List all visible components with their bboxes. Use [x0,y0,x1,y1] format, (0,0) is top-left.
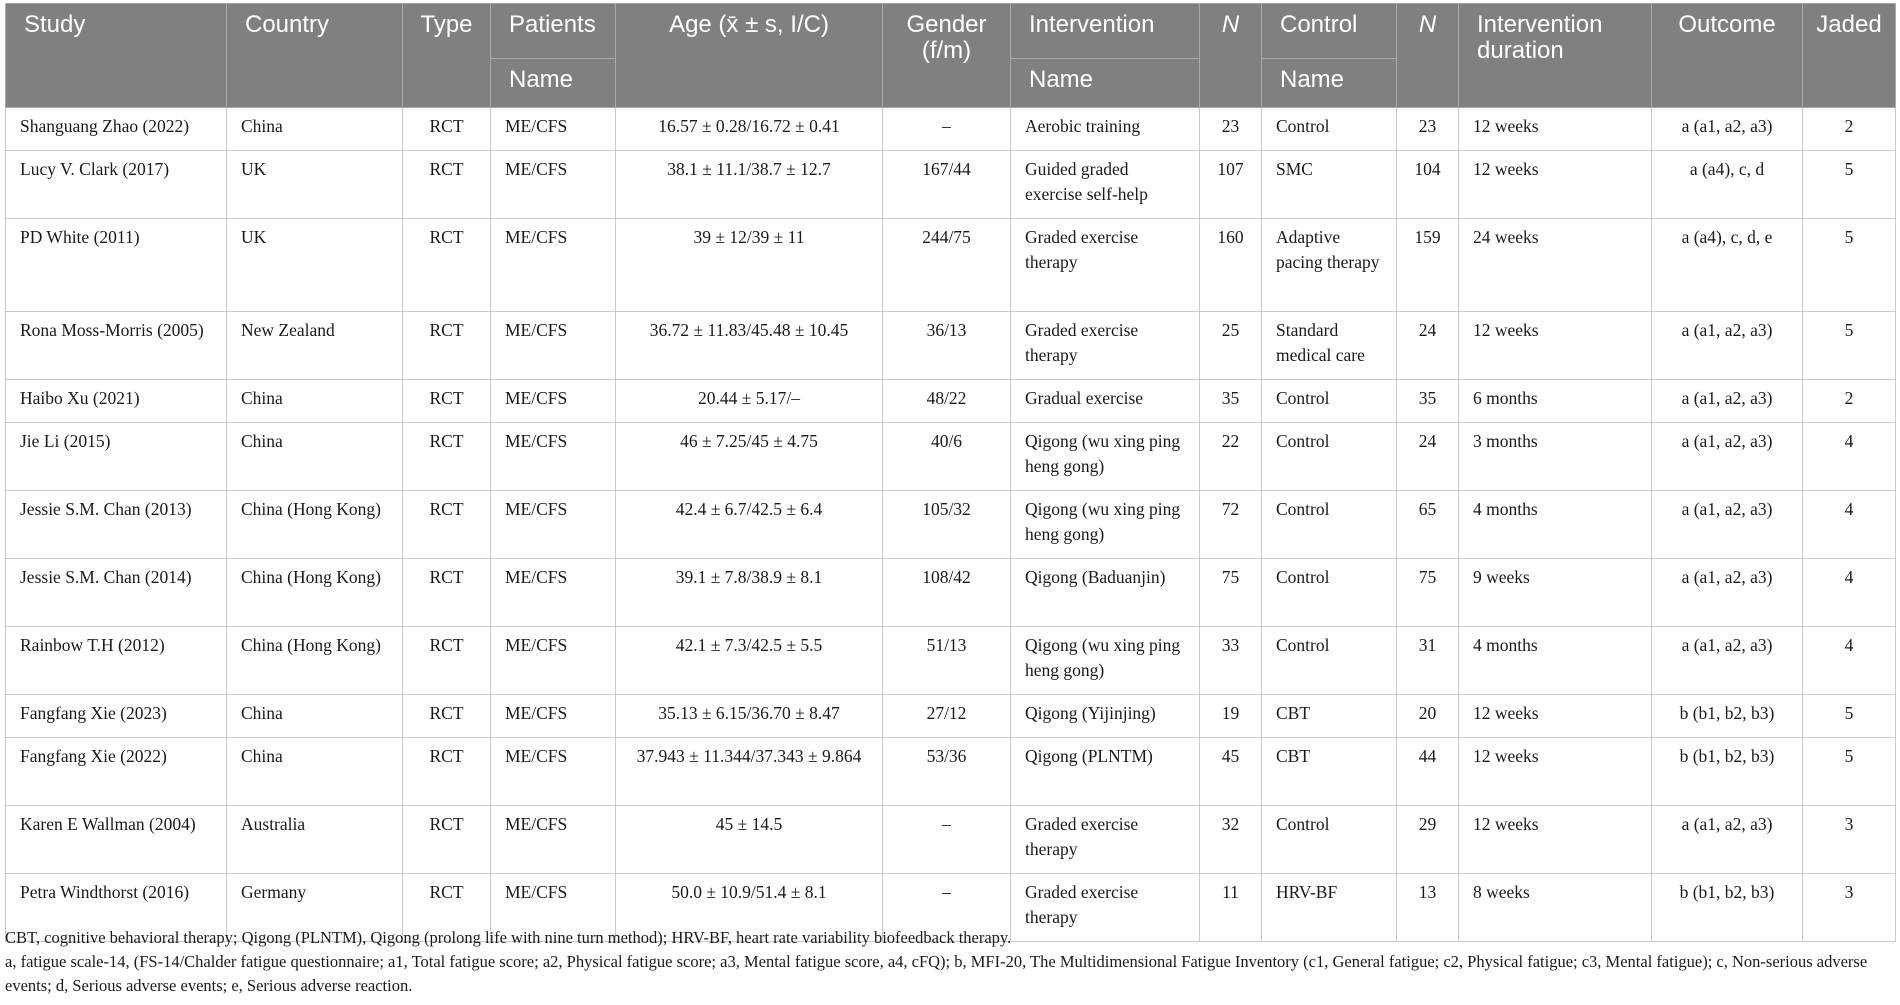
table-row [6,738,1896,806]
cell-jaded: 3 [1803,874,1896,942]
cell-study: Haibo Xu (2021) [6,380,227,423]
cell-jaded: 3 [1803,806,1896,874]
cell-n-intervention: 35 [1200,380,1262,423]
cell-gender: – [883,806,1011,874]
table-row [6,491,1896,559]
cell-jaded: 5 [1803,695,1896,738]
cell-n-intervention: 25 [1200,312,1262,380]
cell-country: Australia [227,806,403,874]
header-patients-name: Name [491,59,616,108]
cell-patients: ME/CFS [491,491,616,559]
cell-patients: ME/CFS [491,219,616,312]
cell-intervention: Qigong (wu xing ping heng gong) [1011,491,1200,559]
cell-n-control: 35 [1397,380,1459,423]
cell-country: Germany [227,874,403,942]
cell-intervention: Qigong (Baduanjin) [1011,559,1200,627]
cell-study: PD White (2011) [6,219,227,312]
cell-gender: 27/12 [883,695,1011,738]
table-row [6,108,1896,151]
cell-duration: 12 weeks [1459,151,1652,219]
header-study: Study [6,4,227,108]
cell-outcome: a (a1, a2, a3) [1652,806,1803,874]
cell-n-control: 44 [1397,738,1459,806]
cell-patients: ME/CFS [491,380,616,423]
header-age: Age (x̄ ± s, I/C) [616,4,883,108]
cell-outcome: a (a1, a2, a3) [1652,627,1803,695]
cell-age: 42.4 ± 6.7/42.5 ± 6.4 [616,491,883,559]
header-outcome: Outcome [1652,4,1803,108]
table-row [6,219,1896,312]
cell-type: RCT [403,627,491,695]
cell-type: RCT [403,559,491,627]
cell-intervention: Guided graded exercise self-help [1011,151,1200,219]
cell-n-control: 24 [1397,312,1459,380]
cell-duration: 4 months [1459,491,1652,559]
cell-n-control: 65 [1397,491,1459,559]
cell-type: RCT [403,380,491,423]
cell-control: Standard medical care [1262,312,1397,380]
cell-duration: 8 weeks [1459,874,1652,942]
cell-patients: ME/CFS [491,806,616,874]
cell-jaded: 4 [1803,559,1896,627]
cell-study: Lucy V. Clark (2017) [6,151,227,219]
cell-duration: 12 weeks [1459,806,1652,874]
cell-gender: 105/32 [883,491,1011,559]
cell-country: China [227,380,403,423]
cell-age: 36.72 ± 11.83/45.48 ± 10.45 [616,312,883,380]
cell-study: Fangfang Xie (2022) [6,738,227,806]
footnote-abbreviations: CBT, cognitive behavioral therapy; Qigong (PLNTM), Qigong (prolong life with nine turn method); HRV-BF, heart rate variability biofeedback therapy. [5,928,1012,947]
cell-age: 20.44 ± 5.17/– [616,380,883,423]
cell-outcome: a (a1, a2, a3) [1652,108,1803,151]
cell-intervention: Graded exercise therapy [1011,806,1200,874]
cell-control: CBT [1262,738,1397,806]
cell-control: Control [1262,627,1397,695]
cell-age: 38.1 ± 11.1/38.7 ± 12.7 [616,151,883,219]
cell-study: Fangfang Xie (2023) [6,695,227,738]
cell-gender: 40/6 [883,423,1011,491]
cell-duration: 12 weeks [1459,108,1652,151]
cell-country: China [227,738,403,806]
cell-type: RCT [403,874,491,942]
cell-jaded: 2 [1803,108,1896,151]
cell-age: 35.13 ± 6.15/36.70 ± 8.47 [616,695,883,738]
cell-patients: ME/CFS [491,108,616,151]
cell-intervention: Graded exercise therapy [1011,219,1200,312]
cell-outcome: a (a4), c, d, e [1652,219,1803,312]
cell-n-control: 20 [1397,695,1459,738]
cell-n-intervention: 45 [1200,738,1262,806]
cell-control: Control [1262,806,1397,874]
cell-type: RCT [403,738,491,806]
cell-age: 50.0 ± 10.9/51.4 ± 8.1 [616,874,883,942]
header-n-intervention: N [1200,4,1262,108]
cell-n-control: 24 [1397,423,1459,491]
cell-outcome: a (a1, a2, a3) [1652,380,1803,423]
cell-age: 39 ± 12/39 ± 11 [616,219,883,312]
cell-age: 46 ± 7.25/45 ± 4.75 [616,423,883,491]
table-row [6,423,1896,491]
footnotes [5,926,1885,998]
header-type: Type [403,4,491,108]
cell-n-intervention: 22 [1200,423,1262,491]
header-intervention-name: Name [1011,59,1200,108]
cell-control: Control [1262,108,1397,151]
cell-country: China (Hong Kong) [227,491,403,559]
cell-n-intervention: 107 [1200,151,1262,219]
cell-n-control: 104 [1397,151,1459,219]
cell-duration: 4 months [1459,627,1652,695]
cell-jaded: 5 [1803,738,1896,806]
cell-duration: 12 weeks [1459,695,1652,738]
cell-outcome: a (a1, a2, a3) [1652,559,1803,627]
cell-patients: ME/CFS [491,627,616,695]
cell-gender: – [883,874,1011,942]
cell-gender: 244/75 [883,219,1011,312]
table-row [6,380,1896,423]
cell-age: 16.57 ± 0.28/16.72 ± 0.41 [616,108,883,151]
cell-study: Rona Moss-Morris (2005) [6,312,227,380]
header-country: Country [227,4,403,108]
cell-control: Control [1262,559,1397,627]
cell-n-control: 29 [1397,806,1459,874]
cell-intervention: Graded exercise therapy [1011,874,1200,942]
cell-n-intervention: 72 [1200,491,1262,559]
cell-jaded: 5 [1803,312,1896,380]
cell-patients: ME/CFS [491,738,616,806]
table-row [6,151,1896,219]
cell-outcome: a (a4), c, d [1652,151,1803,219]
header-gender: Gender (f/m) [883,4,1011,108]
table-header [6,4,1896,108]
table-row [6,806,1896,874]
header-n-control: N [1397,4,1459,108]
cell-patients: ME/CFS [491,423,616,491]
cell-n-control: 13 [1397,874,1459,942]
cell-control: Control [1262,423,1397,491]
cell-country: China [227,423,403,491]
cell-jaded: 4 [1803,627,1896,695]
cell-control: Control [1262,380,1397,423]
cell-age: 39.1 ± 7.8/38.9 ± 8.1 [616,559,883,627]
cell-outcome: b (b1, b2, b3) [1652,695,1803,738]
cell-country: UK [227,219,403,312]
cell-patients: ME/CFS [491,559,616,627]
cell-jaded: 4 [1803,423,1896,491]
cell-intervention: Gradual exercise [1011,380,1200,423]
cell-study: Jessie S.M. Chan (2013) [6,491,227,559]
cell-control: Control [1262,491,1397,559]
cell-type: RCT [403,108,491,151]
cell-outcome: a (a1, a2, a3) [1652,491,1803,559]
cell-country: China (Hong Kong) [227,627,403,695]
cell-jaded: 2 [1803,380,1896,423]
cell-age: 37.943 ± 11.344/37.343 ± 9.864 [616,738,883,806]
cell-outcome: b (b1, b2, b3) [1652,738,1803,806]
cell-outcome: b (b1, b2, b3) [1652,874,1803,942]
cell-patients: ME/CFS [491,695,616,738]
cell-age: 45 ± 14.5 [616,806,883,874]
cell-country: China (Hong Kong) [227,559,403,627]
cell-intervention: Aerobic training [1011,108,1200,151]
table-row [6,695,1896,738]
cell-study: Petra Windthorst (2016) [6,874,227,942]
cell-n-control: 75 [1397,559,1459,627]
header-intervention: Intervention [1011,4,1200,59]
cell-patients: ME/CFS [491,151,616,219]
cell-gender: 167/44 [883,151,1011,219]
cell-n-control: 159 [1397,219,1459,312]
table-row [6,627,1896,695]
table-row [6,312,1896,380]
cell-type: RCT [403,695,491,738]
cell-jaded: 5 [1803,151,1896,219]
cell-patients: ME/CFS [491,874,616,942]
cell-study: Shanguang Zhao (2022) [6,108,227,151]
cell-intervention: Graded exercise therapy [1011,312,1200,380]
cell-gender: – [883,108,1011,151]
header-duration: Intervention duration [1459,4,1652,108]
cell-type: RCT [403,491,491,559]
cell-control: HRV-BF [1262,874,1397,942]
cell-type: RCT [403,423,491,491]
cell-intervention: Qigong (wu xing ping heng gong) [1011,627,1200,695]
cell-study: Jie Li (2015) [6,423,227,491]
cell-n-control: 23 [1397,108,1459,151]
cell-n-intervention: 32 [1200,806,1262,874]
cell-type: RCT [403,312,491,380]
cell-n-intervention: 75 [1200,559,1262,627]
cell-duration: 6 months [1459,380,1652,423]
cell-age: 42.1 ± 7.3/42.5 ± 5.5 [616,627,883,695]
header-patients: Patients [491,4,616,59]
cell-type: RCT [403,151,491,219]
header-jaded: Jaded [1803,4,1896,108]
cell-n-intervention: 160 [1200,219,1262,312]
table-body [6,108,1896,942]
cell-intervention: Qigong (PLNTM) [1011,738,1200,806]
cell-type: RCT [403,219,491,312]
cell-jaded: 4 [1803,491,1896,559]
cell-n-intervention: 33 [1200,627,1262,695]
cell-duration: 9 weeks [1459,559,1652,627]
cell-control: CBT [1262,695,1397,738]
cell-study: Rainbow T.H (2012) [6,627,227,695]
cell-intervention: Qigong (wu xing ping heng gong) [1011,423,1200,491]
cell-duration: 12 weeks [1459,312,1652,380]
cell-n-intervention: 11 [1200,874,1262,942]
cell-intervention: Qigong (Yijinjing) [1011,695,1200,738]
header-control-name: Name [1262,59,1397,108]
table-row [6,559,1896,627]
cell-n-control: 31 [1397,627,1459,695]
cell-study: Jessie S.M. Chan (2014) [6,559,227,627]
cell-country: China [227,695,403,738]
studies-table [5,3,1896,942]
cell-outcome: a (a1, a2, a3) [1652,312,1803,380]
cell-gender: 36/13 [883,312,1011,380]
cell-gender: 53/36 [883,738,1011,806]
cell-study: Karen E Wallman (2004) [6,806,227,874]
cell-control: SMC [1262,151,1397,219]
cell-duration: 3 months [1459,423,1652,491]
cell-n-intervention: 23 [1200,108,1262,151]
cell-country: New Zealand [227,312,403,380]
cell-n-intervention: 19 [1200,695,1262,738]
cell-duration: 12 weeks [1459,738,1652,806]
cell-outcome: a (a1, a2, a3) [1652,423,1803,491]
cell-country: China [227,108,403,151]
cell-gender: 48/22 [883,380,1011,423]
cell-duration: 24 weeks [1459,219,1652,312]
header-control: Control [1262,4,1397,59]
cell-gender: 51/13 [883,627,1011,695]
cell-gender: 108/42 [883,559,1011,627]
footnote-outcomes: a, fatigue scale-14, (FS-14/Chalder fatigue questionnaire; a1, Total fatigue score; a2, Physical fatigue score; a3, Mental fatigue score, a4, cFQ); b, MFI-20, The Multidimensional Fatigue Inventory (c1, General fatigue; c2, Physical fatigue; c3, Mental fatigue); c, Non-serious adverse events; d, Serious adverse events; e, Serious adverse reaction. [5,952,1868,995]
cell-control: Adaptive pacing therapy [1262,219,1397,312]
cell-patients: ME/CFS [491,312,616,380]
cell-country: UK [227,151,403,219]
cell-jaded: 5 [1803,219,1896,312]
cell-type: RCT [403,806,491,874]
